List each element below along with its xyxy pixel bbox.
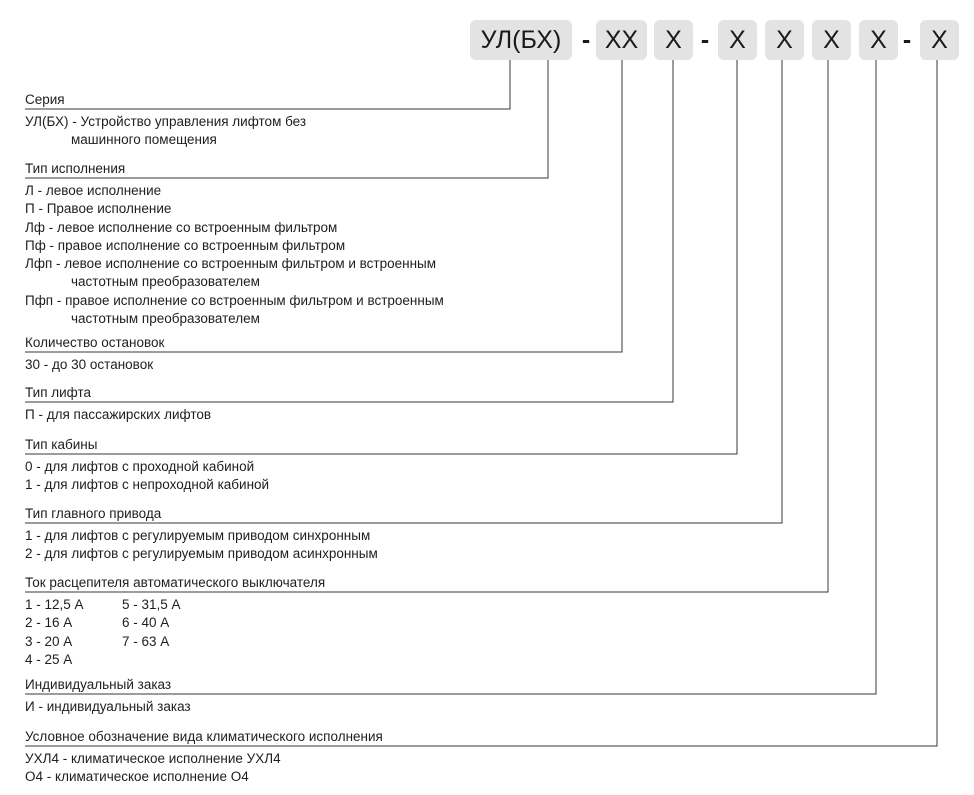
section-line: 2 - для лифтов с регулируемым приводом асинхронным <box>25 546 378 562</box>
section-line: 1 - для лифтов с непроходной кабиной <box>25 477 270 493</box>
section-line: И - индивидуальный заказ <box>25 699 191 714</box>
section-items <box>25 356 164 374</box>
code-box-lift-type: X <box>654 20 693 60</box>
code-box-drive-type: X <box>765 20 804 60</box>
code-box-individual-order: X <box>859 20 898 60</box>
grid-cell: 4 - 25 А <box>25 651 73 667</box>
code-box-series: УЛ(БХ) <box>470 20 572 60</box>
code-box-breaker-current: X <box>812 20 851 60</box>
section-line: П - Правое исполнение <box>25 201 172 217</box>
section-items <box>25 527 378 564</box>
section-line: Пф - правое исполнение со встроенным фильтром <box>25 237 346 253</box>
section-line: Лфп - левое исполнение со встроенным фильтром и встроенным <box>25 256 437 272</box>
grid-cell: 2 - 16 А <box>25 615 73 631</box>
section-stops-count <box>25 334 164 374</box>
code-box-stops-count: XX <box>596 20 647 60</box>
section-title: Тип главного привода <box>25 506 162 521</box>
section-line: частотным преобразователем <box>71 311 260 327</box>
code-separator: - <box>581 26 591 54</box>
section-cabin-type <box>25 436 269 495</box>
grid-row <box>25 633 325 651</box>
section-line: УХЛ4 - климатическое исполнение УХЛ4 <box>25 751 281 766</box>
section-line: О4 - климатическое исполнение О4 <box>25 769 249 785</box>
code-box-cabin-type: X <box>718 20 757 60</box>
section-items <box>25 596 325 669</box>
code-separator: - <box>700 26 710 54</box>
section-series <box>25 91 306 150</box>
grid-cell: 1 - 12,5 А <box>25 597 84 612</box>
section-items <box>25 458 269 495</box>
section-line: машинного помещения <box>71 132 217 148</box>
section-individual-order <box>25 676 191 716</box>
section-title: Индивидуальный заказ <box>25 677 172 692</box>
section-breaker-current <box>25 574 325 669</box>
section-items <box>25 698 191 716</box>
section-title: Серия <box>25 92 65 107</box>
code-separator: - <box>902 26 912 54</box>
section-line: 30 - до 30 остановок <box>25 357 154 372</box>
section-title: Количество остановок <box>25 335 165 350</box>
grid-cell: 5 - 31,5 А <box>122 597 181 612</box>
section-title: Тип лифта <box>25 385 92 400</box>
section-title: Ток расцепителя автоматического выключателя <box>25 575 326 590</box>
section-execution-type <box>25 160 444 328</box>
grid-cell: 7 - 63 А <box>122 633 170 649</box>
section-title: Условное обозначение вида климатического исполнения <box>25 729 383 744</box>
code-box-climate: X <box>920 20 959 60</box>
section-title: Тип исполнения <box>25 161 126 176</box>
grid-cell: 3 - 20 А <box>25 633 73 649</box>
section-items <box>25 750 383 787</box>
section-main-drive-type <box>25 505 378 564</box>
grid-cell: 6 - 40 А <box>122 615 170 631</box>
section-climate-designation <box>25 728 383 787</box>
section-line: частотным преобразователем <box>71 274 260 290</box>
grid-row <box>25 614 325 632</box>
section-line: Пфп - правое исполнение со встроенным фильтром и встроенным <box>25 292 444 308</box>
section-items <box>25 182 444 328</box>
section-lift-type <box>25 384 211 424</box>
section-line: УЛ(БХ) - Устройство управления лифтом без <box>25 114 307 129</box>
grid-row <box>25 596 325 614</box>
section-line: Лф - левое исполнение со встроенным фильтром <box>25 219 338 235</box>
section-line: 1 - для лифтов с регулируемым приводом синхронным <box>25 528 371 543</box>
section-line: 0 - для лифтов с проходной кабиной <box>25 459 255 474</box>
section-items <box>25 113 306 150</box>
section-items <box>25 406 211 424</box>
section-title: Тип кабины <box>25 437 98 452</box>
grid-row <box>25 651 325 669</box>
section-line: Л - левое исполнение <box>25 183 162 198</box>
section-line: П - для пассажирских лифтов <box>25 407 212 422</box>
